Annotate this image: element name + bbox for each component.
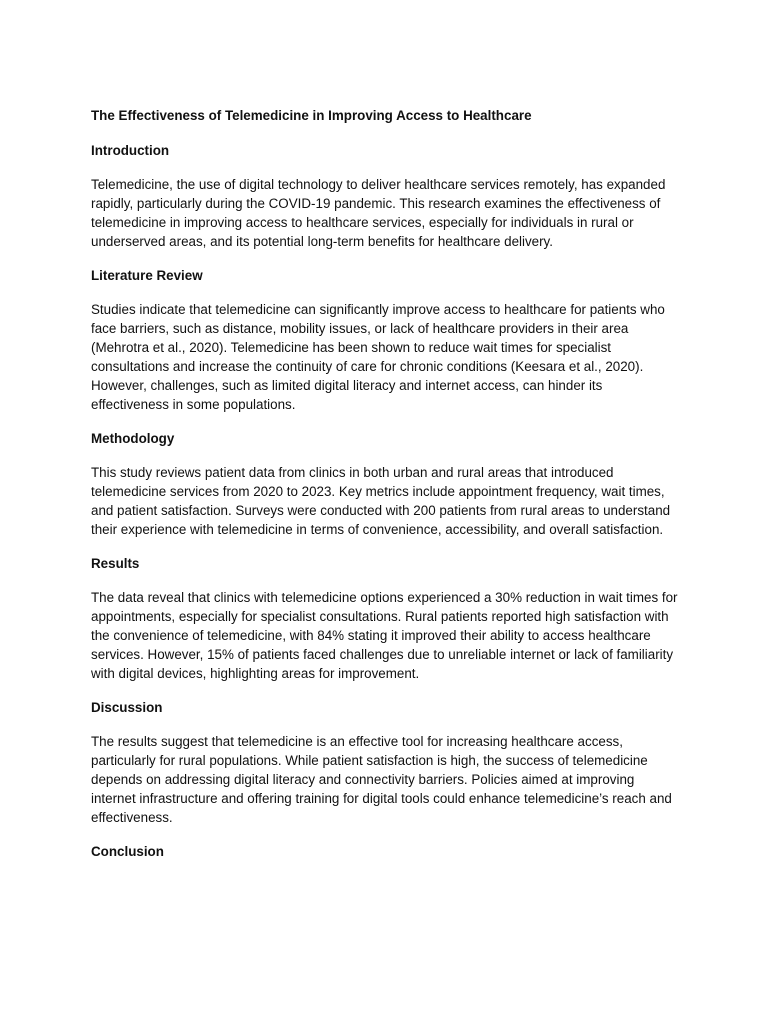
section-paragraph-introduction: Telemedicine, the use of digital technology to deliver healthcare services remotely, has expanded rapidly, particularly during the COVID-19 pandemic. This research examines the effectiveness of telemedicine in improving access to healthcare services, especially for individuals in rural or underserved areas, and its potential long-term benefits for healthcare delivery. [91, 177, 666, 249]
section-heading-methodology: Methodology [91, 431, 175, 446]
section-heading-discussion: Discussion [91, 700, 163, 715]
document-title: The Effectiveness of Telemedicine in Improving Access to Healthcare [91, 108, 532, 123]
section-heading-conclusion: Conclusion [91, 844, 164, 859]
section-heading-results: Results [91, 556, 140, 571]
section-paragraph-discussion: The results suggest that telemedicine is an effective tool for increasing healthcare access, particularly for rural populations. While patient satisfaction is high, the success of telemedicine depends on addressing digital literacy and connectivity barriers. Policies aimed at improving internet infrastructure and offering training for digital tools could enhance telemedicine’s reach and effectiveness. [91, 734, 672, 825]
section-paragraph-results: The data reveal that clinics with telemedicine options experienced a 30% reduction in wait times for appointments, especially for specialist consultations. Rural patients reported high satisfaction with the convenience of telemedicine, with 84% stating it improved their ability to access healthcare services. However, 15% of patients faced challenges due to unreliable internet or lack of familiarity with digital devices, highlighting areas for improvement. [91, 590, 678, 681]
section-heading-literature-review: Literature Review [91, 268, 203, 283]
section-paragraph-methodology: This study reviews patient data from clinics in both urban and rural areas that introduced telemedicine services from 2020 to 2023. Key metrics include appointment frequency, wait times, and patient satisfaction. Surveys were conducted with 200 patients from rural areas to understand their experience with telemedicine in terms of convenience, accessibility, and overall satisfaction. [91, 465, 671, 537]
document-body [91, 106, 681, 876]
section-paragraph-literature-review: Studies indicate that telemedicine can significantly improve access to healthcare for patients who face barriers, such as distance, mobility issues, or lack of healthcare providers in their area (Mehrotra et al., 2020). Telemedicine has been shown to reduce wait times for specialist consultations and increase the continuity of care for chronic conditions (Keesara et al., 2020). However, challenges, such as limited digital literacy and internet access, can hinder its effectiveness in some populations. [91, 302, 665, 412]
section-heading-introduction: Introduction [91, 143, 170, 158]
